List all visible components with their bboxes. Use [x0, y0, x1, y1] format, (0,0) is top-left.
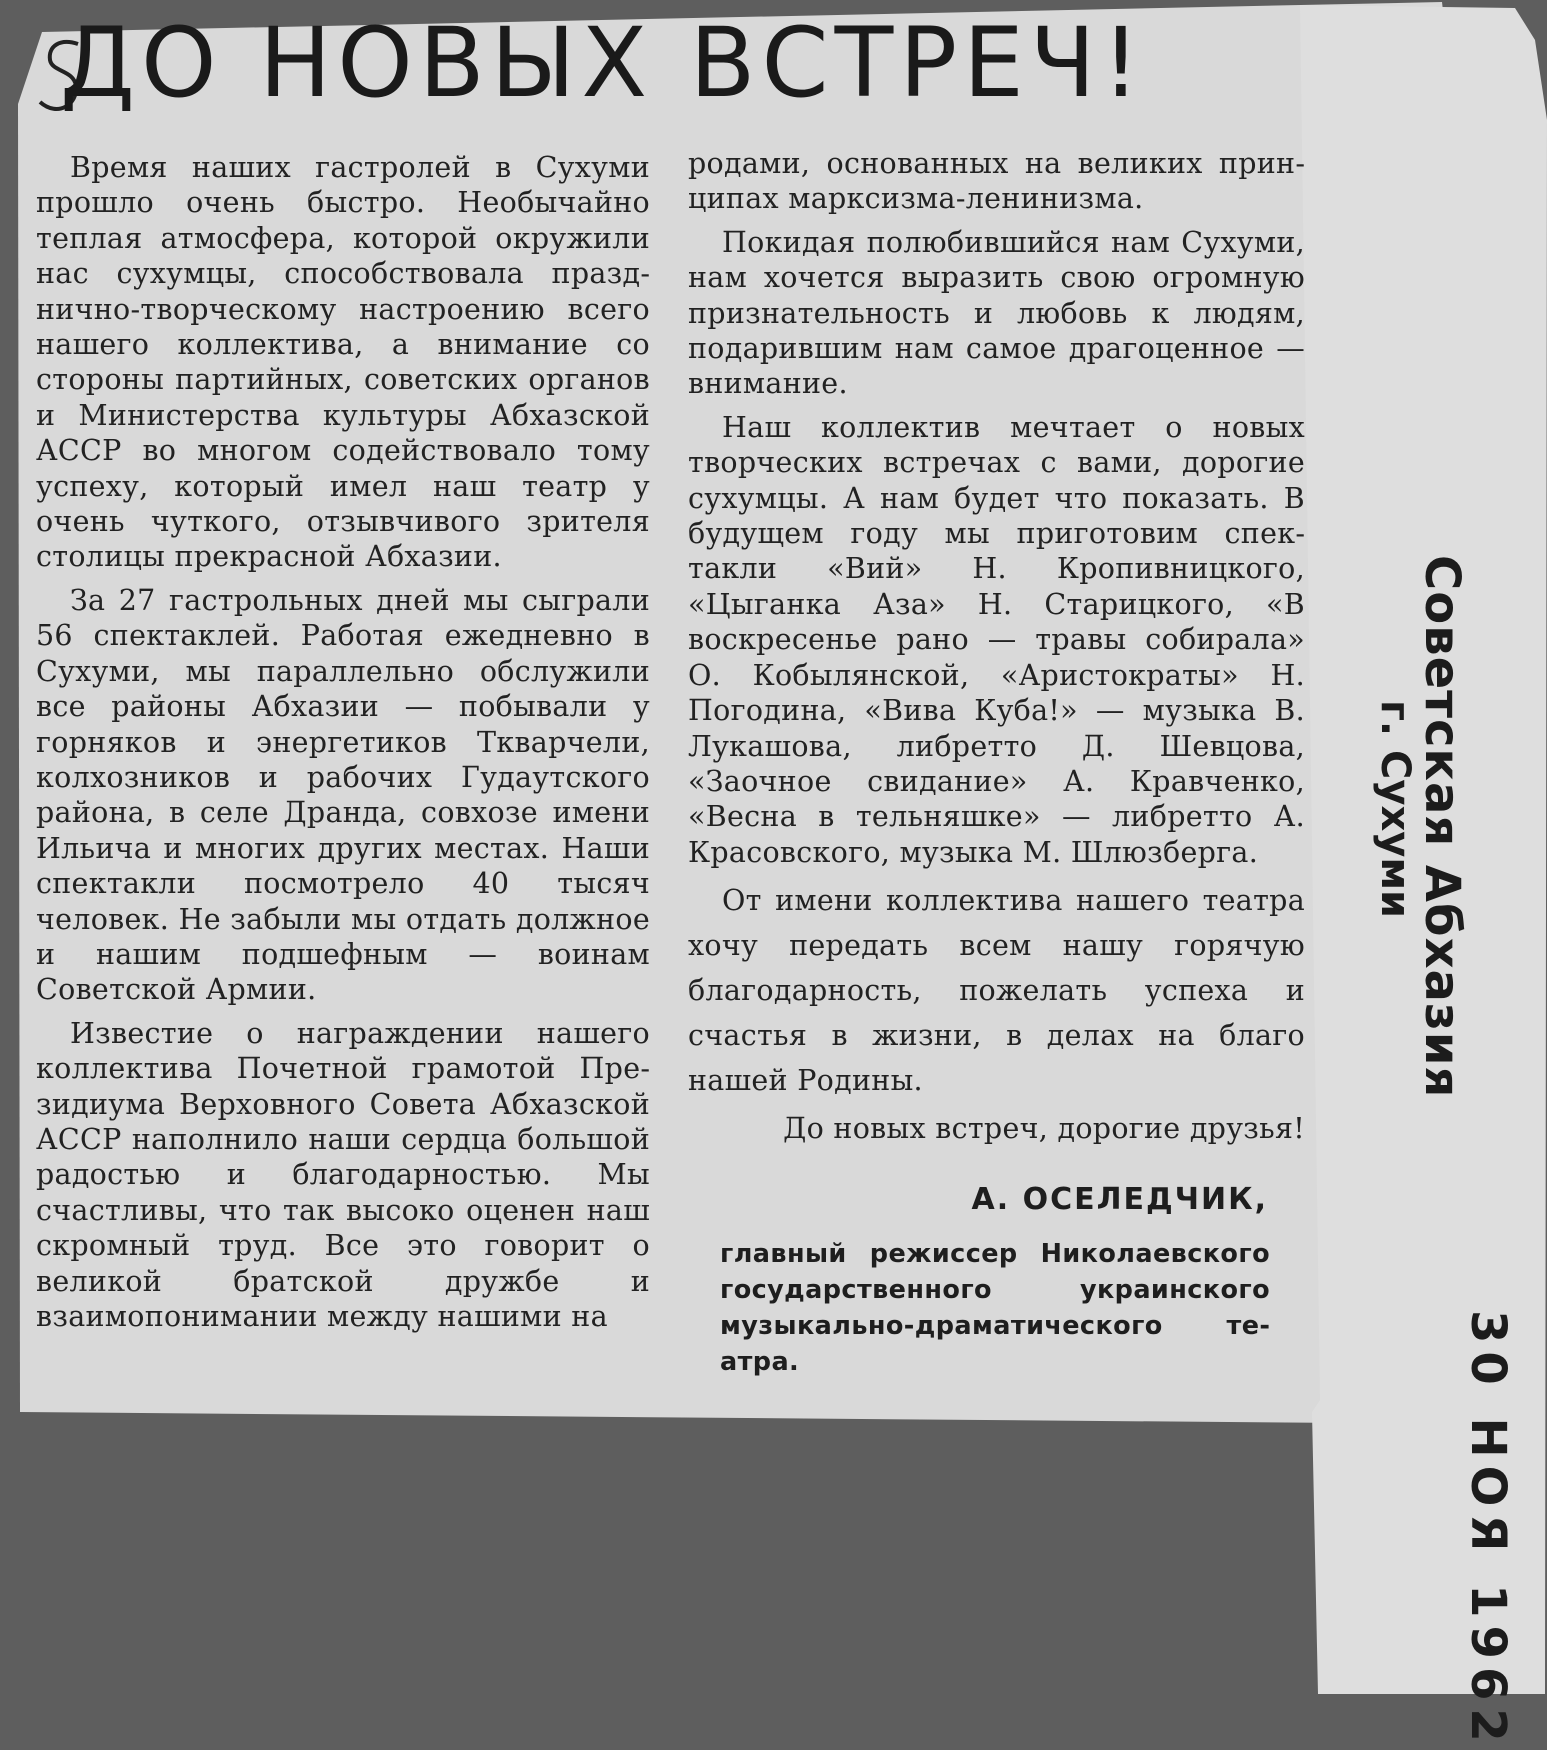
paragraph: Известие о награждении нашего коллектива Почетной грамотой Президиума Верховного Совета Абхазской АССР наполнило наши сердца большой радостью и благодарностью. Мы счастливы, что так высоко оценен наш скромный труд. Все это говорит о великой братской дружбе и взаимопонимании между нашими на: [36, 1016, 650, 1333]
paragraph: Время наших гастролей в Сухуми прошло очень быстро. Необычайно теплая атмосфера, которой окружили нас сухумцы, способствовала празднично-творческому настроению всего нашего коллектива, а внимание со стороны партийных, советских органов и Министерства культуры Абхазской АССР во многом содействовало тому успеху, который имел наш театр у очень чуткого, отзывчивого зрителя столицы прекрасной Абхазии.: [36, 151, 650, 574]
signature-block: [720, 1180, 1270, 1380]
stamp-date: 30 НОЯ 1962: [1460, 1310, 1516, 1750]
paragraph: За 27 гастрольных дней мы сыграли 56 спектаклей. Работая ежедневно в Сухуми, мы параллельно обслужили все районы Абхазии — побывали у горняков и энергетиков Ткварчели, колхозников и рабочих Гудаутского района, в селе Дранда, совхозе имени Ильича и многих других местах. Наши спектакли посмотрело 40 тысяч человек. Не забыли мы отдать должное и нашим подшефным — воинам Советской Армии.: [36, 583, 650, 1007]
paragraph: родами, основанных на великих принципах марксизма-ленинизма.: [688, 147, 1305, 216]
closing-line: До новых встреч, дорогие друзья!: [783, 1112, 1305, 1146]
stamp-newspaper-name: Советская Абхазия: [1414, 555, 1470, 1099]
author-title: главный режиссер Николаевского государственного украинского музыкально-драматического театра.: [720, 1239, 1270, 1377]
paragraph: От имени коллектива нашего театра хочу передать всем нашу горячую благодарность, пожелать успеха и счастья в жизни, в делах на благо нашей Родины.: [688, 884, 1305, 1098]
column-right: [688, 146, 1305, 1155]
author-name: А. ОСЕЛЕДЧИК,: [971, 1182, 1268, 1217]
column-left: [36, 150, 650, 1342]
headline: ДО НОВЫХ ВСТРЕЧ!: [60, 7, 1147, 119]
stamp-city: г. Сухуми: [1372, 700, 1418, 919]
paragraph: Покидая полюбившийся нам Сухуми, нам хочется выразить свою огромную признательность и любовь к людям, подарившим нам самое драгоценное — внимание.: [688, 225, 1305, 401]
paragraph: Наш коллектив мечтает о новых творческих встречах с вами, дорогие сухумцы. А нам будет что показать. В будущем году мы приготовим спектакли «Вий» Н. Кропивницкого, «Цыганка Аза» Н. Старицкого, «В воскресенье рано — травы собирала» О. Кобылянской, «Аристократы» Н. Погодина, «Вива Куба!» — музыка В. Лукашова, либретто Д. Шевцова, «Заочное свидание» А. Кравченко, «Весна в тельняшке» — либретто А. Красовского, музыка М. Шлюзберга.: [688, 410, 1305, 869]
